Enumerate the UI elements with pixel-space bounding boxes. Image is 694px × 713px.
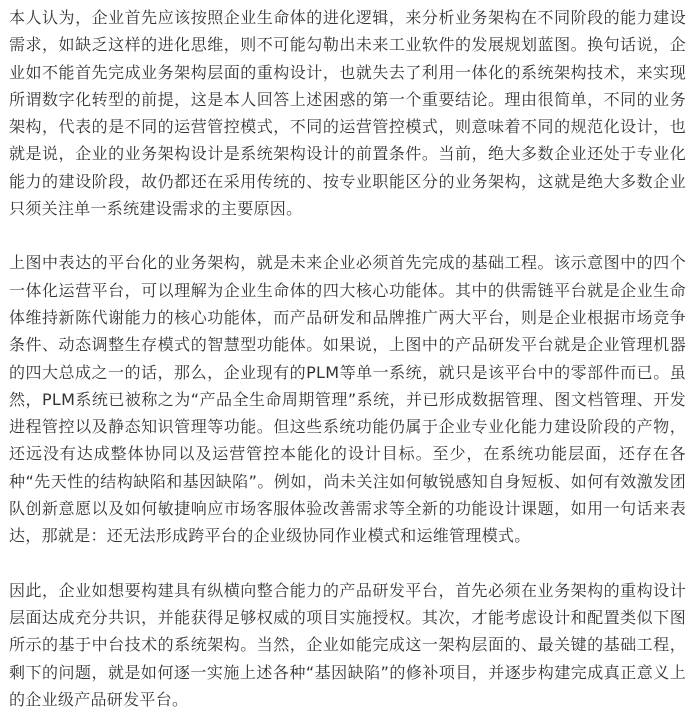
paragraph-platform-business-architecture: 上图中表达的平台化的业务架构，就是未来企业必须首先完成的基础工程。该示意图中的四个一体化运营平台，可以理解为企业生命体的四大核心功能体。其中的供需链平台就是企业生命体维持新陈代谢能力的核心功能体，而产品研发和品牌推广两大平台，则是企业根据市场竞争条件、动态调整生存模式的智慧型功能体。如果说，上图中的产品研发平台就是企业管理机器的四大总成之一的话，那么，企业现有的PLM等单一系统，就只是该平台中的零部件而已。虽然，PLM系统已被称之为“产品全生命周期管理”系统，并已形成数据管理、图文档管理、开发进程管控以及静态知识管理等功能。但这些系统功能仍属于企业专业化能力建设阶段的产物，还远没有达成整体协同以及运营管控本能化的设计目标。至少，在系统功能层面，还存在各种“先天性的结构缺陷和基因缺陷”。例如，尚未关注如何敏锐感知自身短板、如何有效激发团队创新意愿以及如何敏捷响应市场客服体验改善需求等全新的功能设计课题，如用一句话来表达，那就是：还无法形成跨平台的企业级协同作业模式和运维管理模式。: [9, 253, 686, 546]
paragraph-product-rd-platform: 因此，企业如想要构建具有纵横向整合能力的产品研发平台，首先必须在业务架构的重构设计层面达成充分共识，并能获得足够权威的项目实施授权。其次，才能考虑设计和配置类似下图所示的基于中台技术的系统架构。当然，企业如能完成这一架构层面的、最关键的基础工程，剩下的问题，就是如何逐一实施上述各种“基因缺陷”的修补项目，并逐步构建完成真正意义上的企业级产品研发平台。: [9, 580, 686, 709]
paragraph-business-architecture-conclusion: 本人认为，企业首先应该按照企业生命体的进化逻辑，来分析业务架构在不同阶段的能力建设需求，如缺乏这样的进化思维，则不可能勾勒出未来工业软件的发展规划蓝图。换句话说，企业如不能首先完成业务架构层面的重构设计，也就失去了利用一体化的系统架构技术，来实现所谓数字化转型的前提，这是本人回答上述困惑的第一个重要结论。理由很简单，不同的业务架构，代表的是不同的运营管控模式，不同的运营管控模式，则意味着不同的规范化设计，也就是说，企业的业务架构设计是系统架构设计的前置条件。当前，绝大多数企业还处于专业化能力的建设阶段，故仍都还在采用传统的、按专业职能区分的业务架构，这就是绝大多数企业只须关注单一系统建设需求的主要原因。: [9, 8, 686, 219]
